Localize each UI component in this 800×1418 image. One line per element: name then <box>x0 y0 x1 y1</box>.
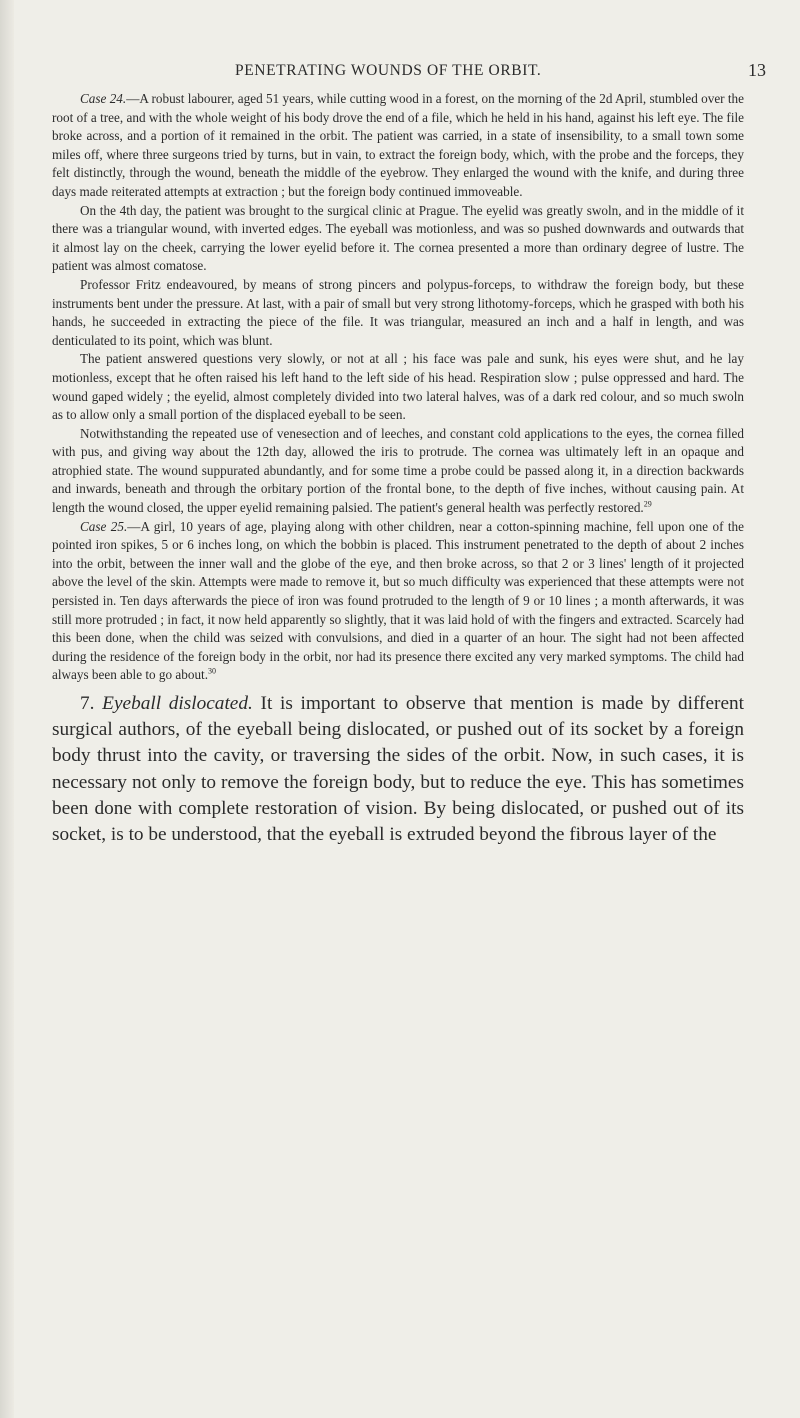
page-number: 13 <box>748 60 766 80</box>
paragraph-case-25 <box>52 518 744 685</box>
paragraph-text: —A robust labourer, aged 51 years, while cutting wood in a forest, on the morning of the 2d April, stumbled over the root of a tree, and with the whole weight of his body drove the end of a file, which he held in his hand, against his left eye. The file broke across, and a portion of it remained in the orbit. The patient was carried, in a state of insensibility, to a small town some miles off, where three surgeons tried by turns, but in vain, to extract the foreign body, which, with the probe and the forceps, they felt distinctly, through the wound, beneath the middle of the eyebrow. They enlarged the wound with the knife, and during three days made reiterated attempts at extraction ; but the foreign body continued immoveable. <box>52 91 745 199</box>
paragraph-text: Professor Fritz endeavoured, by means of strong pincers and polypus-forceps, to withdraw the foreign body, but these instruments bent under the pressure. At last, with a pair of small but very strong lithotomy-forceps, which he grasped with both his hands, he succeeded in extracting the piece of the file. It was triangular, measured an inch and a half in length, and was denticulated to its point, which was blunt. <box>52 276 744 348</box>
case-label: Case 25. <box>80 518 128 534</box>
paragraph-text: Notwithstanding the repeated use of venesection and of leeches, and constant cold applications to the eyes, the cornea filled with pus, and giving way about the 12th day, allowed the iris to protrude. The cornea was ultimately left in an opaque and atrophied state. The wound suppurated abundantly, and for some time a probe could be passed along it, in a direction backwards and inwards, beneath and through the orbitary portion of the frontal bone, to the depth of five inches, without causing pain. At length the wound closed, the upper eyelid remaining palsied. The patient's general health was perfectly restored. <box>52 425 744 516</box>
case-label: Case 24. <box>80 91 127 106</box>
paragraph-text: The patient answered questions very slowly, or not at all ; his face was pale and sunk, his eyes were shut, and he lay motionless, except that he often raised his left hand to the left side of his head. Respiration slow ; pulse oppressed and hard. The wound gaped widely ; the eyelid, almost completely divided into two lateral halves, was of a dark red colour, and so much swoln as to allow only a small portion of the displaced eyeball to be seen. <box>52 351 744 423</box>
case-reports <box>52 90 744 685</box>
footnote-ref: 29 <box>643 499 652 509</box>
page-binding-edge <box>0 0 14 1418</box>
paragraph-extraction <box>52 276 744 350</box>
paragraph-clinic-arrival <box>52 202 744 276</box>
paragraph-text: On the 4th day, the patient was brought to the surgical clinic at Prague. The eyelid was greatly swoln, and in the middle of it there was a triangular wound, with inverted edges. The eyeball was motionless, and was so pushed downwards and outwards that it almost lay on the cheek, carrying the lower eyelid before it. The cornea presented a more than ordinary degree of lustre. The patient was almost comatose. <box>52 202 744 274</box>
paragraph-patient-state <box>52 350 744 424</box>
section-text: It is important to observe that mention is made by different surgical authors, of the eyeball being dislocated, or pushed out of its socket by a foreign body thrust into the cavity, or traversing the sides of the orbit. Now, in such cases, it is necessary not only to remove the foreign body, but to reduce the eye. This has sometimes been done with complete restoration of vision. By being dislocated, or pushed out of its socket, is to be understood, that the eyeball is extruded beyond the fibrous layer of the <box>52 693 745 846</box>
page-body <box>52 90 744 868</box>
page-header <box>0 62 800 92</box>
paragraph-text: —A girl, 10 years of age, playing along with other children, near a cotton-spinning machine, fell upon one of the pointed iron spikes, 5 or 6 inches long, on which the bobbin is placed. This instrument penetrated to the depth of about 2 inches into the orbit, between the inner wall and the globe of the eye, and then broke across, so that 2 or 3 lines' length of it projected above the level of the skin. Attempts were made to remove it, but so much difficulty was experienced that these attempts were not persisted in. Ten days afterwards the piece of iron was found protruded to the length of 9 or 10 lines ; a month afterwards, it was still more protruded ; in fact, it now held apparently so slightly, that it was laid hold of with the fingers and extracted. Scarcely had this been done, when the child was seized with convulsions, and died in a quarter of an hour. The sight had not been affected during the residence of the foreign body in the orbit, nor had its presence there excited any very marked symptoms. The child had always been able to go about. <box>52 518 744 683</box>
footnote-ref: 30 <box>208 667 217 677</box>
section-number: 7. <box>80 693 95 714</box>
section-eyeball-dislocated <box>52 691 744 848</box>
section-heading: Eyeball dislocated. <box>102 693 253 714</box>
paragraph-case-24 <box>52 90 744 202</box>
running-title: PENETRATING WOUNDS OF THE ORBIT. <box>235 62 542 79</box>
paragraph-outcome <box>52 425 744 518</box>
